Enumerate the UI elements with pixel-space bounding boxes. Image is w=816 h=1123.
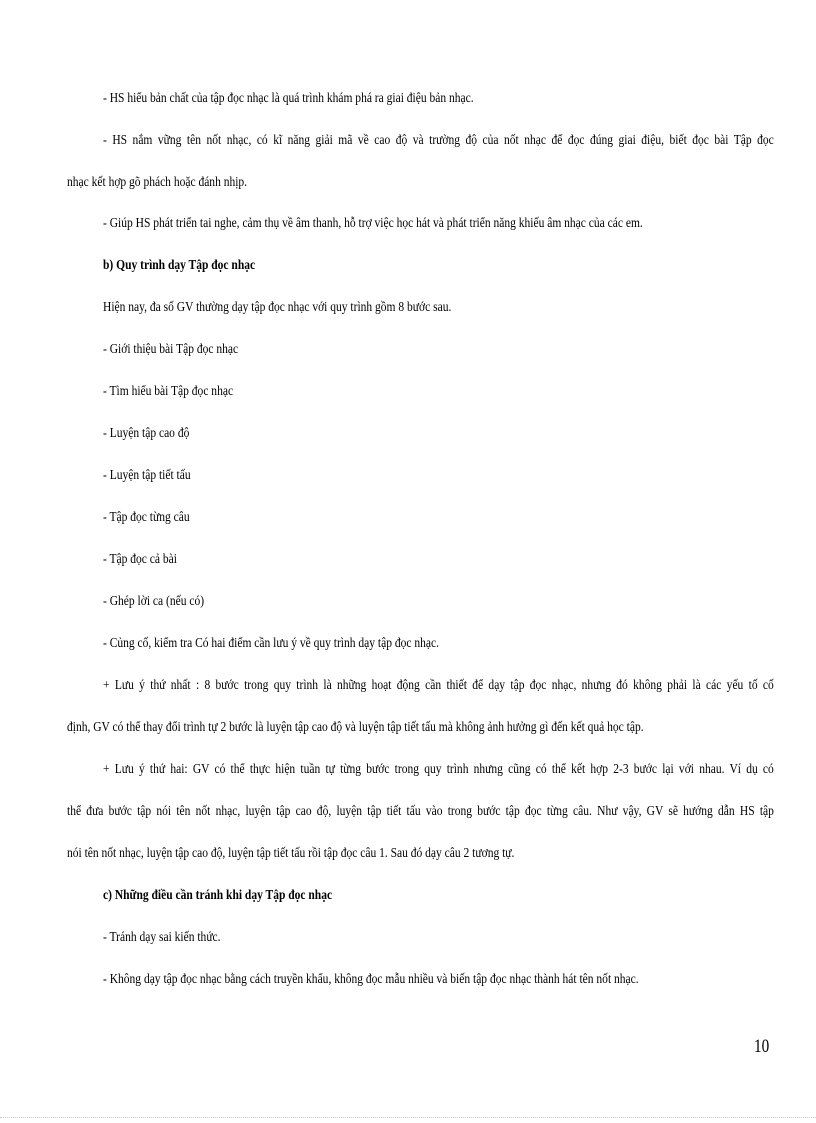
list-item: - Luyện tập tiết tấu	[103, 467, 191, 482]
list-item: - Không dạy tập đọc nhạc bằng cách truyền khẩu, không đọc mẫu nhiều và biến tập đọc nhạc thành hát tên nốt nhạc.	[103, 971, 639, 986]
list-item: - Tránh dạy sai kiến thức.	[103, 929, 221, 944]
paragraph-line: định, GV có thể thay đổi trình tự 2 bước là luyện tập cao độ và luyện tập tiết tấu mà không ảnh hưởng gì đến kết quả học tập.	[67, 719, 644, 734]
paragraph-line: + Lưu ý thứ hai: GV có thể thực hiện tuần tự từng bước trong quy trình nhưng cũng có thể kết hợp 2-3 bước lại với nhau. Ví dụ có	[103, 761, 774, 776]
paragraph-line: nói tên nốt nhạc, luyện tập cao độ, luyện tập tiết tấu rồi tập đọc câu 1. Sau đó dạy câu 2 tương tự.	[67, 845, 515, 860]
paragraph-line: nhạc kết hợp gõ phách hoặc đánh nhịp.	[67, 174, 248, 189]
list-item: - Tìm hiểu bài Tập đọc nhạc	[103, 383, 234, 398]
section-heading-b: b) Quy trình dạy Tập đọc nhạc	[103, 257, 256, 272]
section-heading-c: c) Những điều cần tránh khi dạy Tập đọc nhạc	[103, 887, 333, 902]
paragraph-line: + Lưu ý thứ nhất : 8 bước trong quy trình là những hoạt động cần thiết để dạy tập đọc nhạc, nhưng đó không phải là các yếu tố cố	[103, 677, 774, 692]
list-item: - Giới thiệu bài Tập đọc nhạc	[103, 341, 239, 356]
list-item: - Củng cố, kiểm tra Có hai điểm cần lưu ý về quy trình dạy tập đọc nhạc.	[103, 635, 439, 650]
paragraph-line: - HS hiểu bản chất của tập đọc nhạc là quá trình khám phá ra giai điệu bản nhạc.	[103, 90, 474, 105]
page-number: 10	[754, 1036, 770, 1057]
list-item: - Tập đọc từng câu	[103, 509, 190, 524]
paragraph-line: - Giúp HS phát triển tai nghe, cảm thụ về âm thanh, hỗ trợ việc học hát và phát triển năng khiếu âm nhạc của các em.	[103, 215, 643, 230]
paragraph-line: Hiện nay, đa số GV thường dạy tập đọc nhạc với quy trình gồm 8 bước sau.	[103, 299, 452, 314]
list-item: - Ghép lời ca (nếu có)	[103, 593, 205, 608]
list-item: - Luyện tập cao độ	[103, 425, 190, 440]
page-bottom-divider	[0, 1117, 816, 1118]
paragraph-line: - HS nắm vững tên nốt nhạc, có kĩ năng giải mã về cao độ và trường độ của nốt nhạc để đọc đúng giai điệu, biết đọc bài Tập đọc	[103, 132, 774, 147]
paragraph-line: thể đưa bước tập nói tên nốt nhạc, luyện tập cao độ, luyện tập tiết tấu vào trong bước tập đọc từng câu. Như vậy, GV sẽ hướng dẫn HS tập	[67, 803, 774, 818]
list-item: - Tập đọc cả bài	[103, 551, 177, 566]
